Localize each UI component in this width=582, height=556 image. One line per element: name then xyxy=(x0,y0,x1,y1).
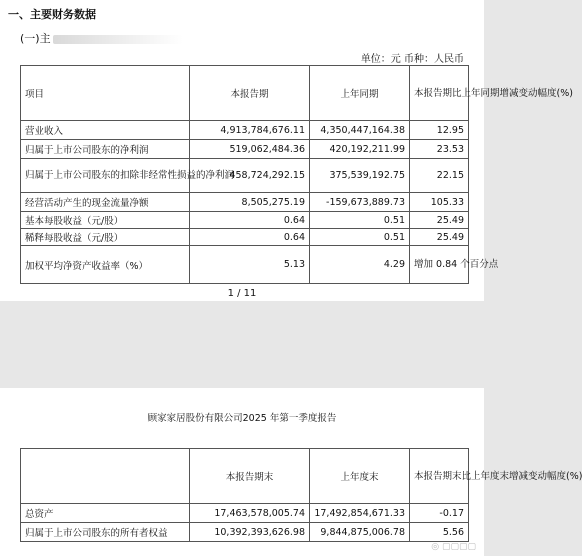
cell-current: 4,913,784,676.11 xyxy=(190,121,310,140)
row-label: 总资产 xyxy=(21,504,190,523)
table-row xyxy=(21,140,469,159)
header-prior-year-end: 上年度末 xyxy=(310,449,410,504)
page-number: 1 / 11 xyxy=(227,288,257,299)
currency-unit-note: 单位：元 币种：人民币 xyxy=(360,54,464,65)
table-row xyxy=(21,229,469,246)
cell-change: 23.53 xyxy=(410,140,469,159)
cell-period-end: 17,463,578,005.74 xyxy=(190,504,310,523)
financial-data-table xyxy=(20,65,573,284)
subsection-heading xyxy=(20,30,183,46)
cell-prior: 0.51 xyxy=(310,229,410,246)
table-header-row xyxy=(21,449,469,504)
table-row xyxy=(21,212,469,229)
row-label: 基本每股收益（元/股） xyxy=(21,212,190,229)
cell-current: 458,724,292.15 xyxy=(190,159,310,193)
report-title: 顾家家居股份有限公司2025 年第一季度报告 xyxy=(147,413,337,424)
table-row xyxy=(21,193,469,212)
cell-current: 0.64 xyxy=(190,229,310,246)
cell-prior-year-end: 9,844,875,006.78 xyxy=(310,523,410,542)
subsection-label: (一)主 xyxy=(20,32,51,45)
header-prior-period: 上年同期 xyxy=(310,66,410,121)
header-change-percent: 本报告期末比上年度末增减变动幅度(%) xyxy=(410,449,469,504)
table-row xyxy=(21,523,469,542)
row-label: 稀释每股收益（元/股） xyxy=(21,229,190,246)
cell-change: 5.56 xyxy=(410,523,469,542)
cell-change: -0.17 xyxy=(410,504,469,523)
cell-current: 5.13 xyxy=(190,246,310,284)
table-row xyxy=(21,121,469,140)
document-page-2 xyxy=(0,388,582,556)
table-header-row xyxy=(21,66,469,121)
row-label: 归属于上市公司股东的净利润 xyxy=(21,140,190,159)
header-item xyxy=(21,449,190,504)
cell-current: 0.64 xyxy=(190,212,310,229)
cell-change: 105.33 xyxy=(410,193,469,212)
header-change-percent: 本报告期比上年同期增减变动幅度(%) xyxy=(410,66,469,121)
cell-current: 8,505,275.19 xyxy=(190,193,310,212)
redacted-text xyxy=(53,35,183,44)
cell-prior: 4.29 xyxy=(310,246,410,284)
cell-period-end: 10,392,393,626.98 xyxy=(190,523,310,542)
cell-change: 增加 0.84 个百分点 xyxy=(410,246,469,284)
cell-prior: 375,539,192.75 xyxy=(310,159,410,193)
header-period-end: 本报告期末 xyxy=(190,449,310,504)
cell-prior: 420,192,211.99 xyxy=(310,140,410,159)
table-row xyxy=(21,246,469,284)
cell-change: 22.15 xyxy=(410,159,469,193)
watermark-icon: ◎ ▢▢▢▢ xyxy=(431,542,476,552)
cell-prior: 0.51 xyxy=(310,212,410,229)
row-label: 加权平均净资产收益率（%） xyxy=(21,246,190,284)
row-label: 归属于上市公司股东的扣除非经常性损益的净利润 xyxy=(21,159,190,193)
cell-current: 519,062,484.36 xyxy=(190,140,310,159)
cell-change: 12.95 xyxy=(410,121,469,140)
balance-data-table xyxy=(20,448,582,542)
row-label: 营业收入 xyxy=(21,121,190,140)
row-label: 经营活动产生的现金流量净额 xyxy=(21,193,190,212)
table-row xyxy=(21,504,469,523)
header-current-period: 本报告期 xyxy=(190,66,310,121)
section-heading: 一、主要财务数据 xyxy=(8,8,96,21)
row-label: 归属于上市公司股东的所有者权益 xyxy=(21,523,190,542)
cell-prior: 4,350,447,164.38 xyxy=(310,121,410,140)
cell-prior: -159,673,889.73 xyxy=(310,193,410,212)
cell-prior-year-end: 17,492,854,671.33 xyxy=(310,504,410,523)
header-item: 项目 xyxy=(21,66,190,121)
cell-change: 25.49 xyxy=(410,229,469,246)
cell-change: 25.49 xyxy=(410,212,469,229)
table-row xyxy=(21,159,469,193)
